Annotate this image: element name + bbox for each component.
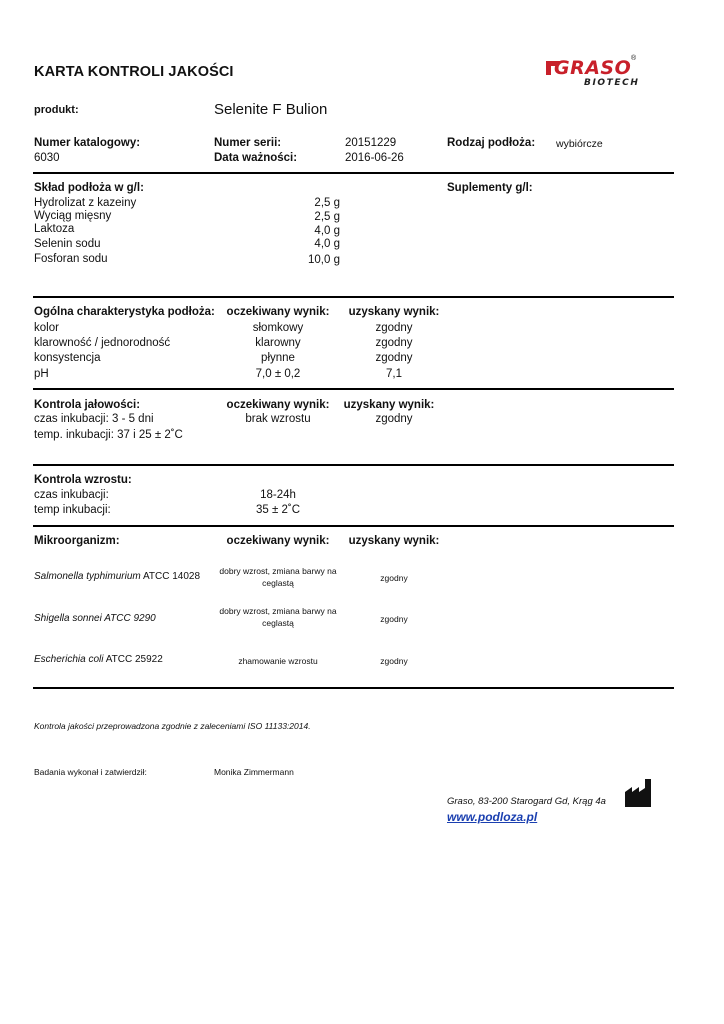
- sterility-obtained: zgodny: [375, 413, 413, 425]
- product-label: produkt:: [34, 104, 79, 116]
- characteristics-heading: Ogólna charakterystyka podłoża:: [34, 306, 215, 318]
- divider: [33, 296, 674, 298]
- micro-expected-line1: dobry wzrost, zmiana barwy na: [219, 566, 337, 576]
- supplements-heading: Suplementy g/l:: [447, 182, 533, 194]
- characteristic-expected: płynne: [261, 352, 295, 364]
- growth-temp-value: 35 ± 2˚C: [255, 504, 301, 516]
- expected-heading: oczekiwany wynik:: [226, 399, 330, 411]
- catalog-label: Numer katalogowy:: [34, 137, 141, 149]
- document-title: KARTA KONTROLI JAKOŚCI: [34, 64, 234, 80]
- ingredient-amount: 2,5 g: [314, 211, 340, 223]
- catalog-value: 6030: [34, 152, 60, 164]
- ingredient-name: Wyciąg mięsny: [34, 210, 112, 222]
- approved-name: Monika Zimmermann: [214, 767, 294, 777]
- registered-mark: ®: [631, 55, 637, 62]
- characteristic-expected: słomkowy: [252, 322, 304, 334]
- micro-heading: Mikroorganizm:: [34, 535, 120, 547]
- expiry-label: Data ważności:: [214, 152, 298, 164]
- organism-name: [34, 571, 200, 582]
- organism-name: [34, 654, 163, 665]
- characteristic-name: kolor: [34, 322, 59, 334]
- micro-obtained: zgodny: [380, 614, 408, 624]
- divider: [33, 388, 674, 390]
- characteristic-expected: klarowny: [255, 337, 301, 349]
- expected-heading: oczekiwany wynik:: [226, 535, 330, 547]
- sterility-heading: Kontrola jałowości:: [34, 399, 141, 411]
- micro-expected-line1: dobry wzrost, zmiana barwy na: [219, 606, 337, 616]
- characteristic-obtained: 7,1: [386, 368, 402, 380]
- sterility-incubation-time: czas inkubacji: 3 - 5 dni: [34, 413, 154, 425]
- sterility-incubation-temp: temp. inkubacji: 37 i 25 ± 2˚C: [34, 429, 183, 441]
- micro-expected-line2: ceglastą: [262, 578, 294, 588]
- product-name: Selenite F Bulion: [214, 101, 328, 118]
- logo-sub: BIOTECH: [584, 78, 640, 88]
- characteristic-name: klarowność / jednorodność: [34, 337, 171, 349]
- series-value: 20151229: [345, 137, 397, 149]
- medium-type-value: wybiórcze: [556, 138, 603, 150]
- growth-heading: Kontrola wzrostu:: [34, 474, 132, 486]
- characteristic-name: pH: [34, 368, 49, 380]
- iso-note: Kontrola jakości przeprowadzona zgodnie z zaleceniami ISO 11133:2014.: [34, 721, 311, 731]
- ingredient-name: Hydrolizat z kazeiny: [34, 197, 137, 209]
- micro-obtained: zgodny: [380, 573, 408, 583]
- obtained-heading: uzyskany wynik:: [348, 535, 440, 547]
- medium-type-label: Rodzaj podłoża:: [447, 137, 536, 149]
- characteristic-name: konsystencja: [34, 352, 101, 364]
- factory-icon: [624, 778, 654, 808]
- ingredient-name: Selenin sodu: [34, 238, 101, 250]
- ingredient-amount: 10,0 g: [308, 254, 340, 266]
- website-link[interactable]: www.podloza.pl: [447, 810, 538, 824]
- divider: [33, 464, 674, 466]
- growth-time-label: czas inkubacji:: [34, 489, 109, 501]
- expected-heading: oczekiwany wynik:: [226, 306, 330, 318]
- ingredient-name: Fosforan sodu: [34, 253, 108, 265]
- ingredient-name: Laktoza: [34, 223, 75, 235]
- divider: [33, 525, 674, 527]
- ingredient-amount: 4,0 g: [314, 238, 340, 250]
- composition-heading: Skład podłoża w g/l:: [34, 182, 144, 194]
- growth-temp-label: temp inkubacji:: [34, 504, 111, 516]
- expiry-value: 2016-06-26: [345, 152, 404, 164]
- divider: [33, 172, 674, 174]
- sterility-expected: brak wzrostu: [245, 413, 311, 425]
- series-label: Numer serii:: [214, 137, 282, 149]
- divider: [33, 687, 674, 689]
- characteristic-obtained: zgodny: [375, 337, 413, 349]
- ingredient-amount: 2,5 g: [314, 197, 340, 209]
- organism-atcc: ATCC 14028: [142, 571, 201, 582]
- growth-time-value: 18-24h: [260, 489, 296, 501]
- logo-brand: GRASO: [554, 57, 632, 79]
- characteristic-expected: 7,0 ± 0,2: [255, 368, 301, 380]
- organism-species: Escherichia coli: [34, 654, 104, 665]
- graso-logo: [544, 55, 644, 91]
- company-address: Graso, 83-200 Starogard Gd, Krąg 4a: [447, 796, 606, 807]
- organism-species: Shigella sonnei ATCC 9290: [34, 613, 156, 624]
- organism-name: [34, 613, 156, 624]
- micro-obtained: zgodny: [380, 656, 408, 666]
- ingredient-amount: 4,0 g: [314, 225, 340, 237]
- obtained-heading: uzyskany wynik:: [348, 306, 440, 318]
- micro-expected-line1: zhamowanie wzrostu: [238, 656, 318, 666]
- characteristic-obtained: zgodny: [375, 352, 413, 364]
- approved-label: Badania wykonał i zatwierdził:: [34, 767, 147, 777]
- organism-atcc: ATCC 25922: [105, 654, 163, 665]
- characteristic-obtained: zgodny: [375, 322, 413, 334]
- micro-expected-line2: ceglastą: [262, 618, 294, 628]
- organism-species: Salmonella typhimurium: [34, 571, 141, 582]
- obtained-heading: uzyskany wynik:: [343, 399, 435, 411]
